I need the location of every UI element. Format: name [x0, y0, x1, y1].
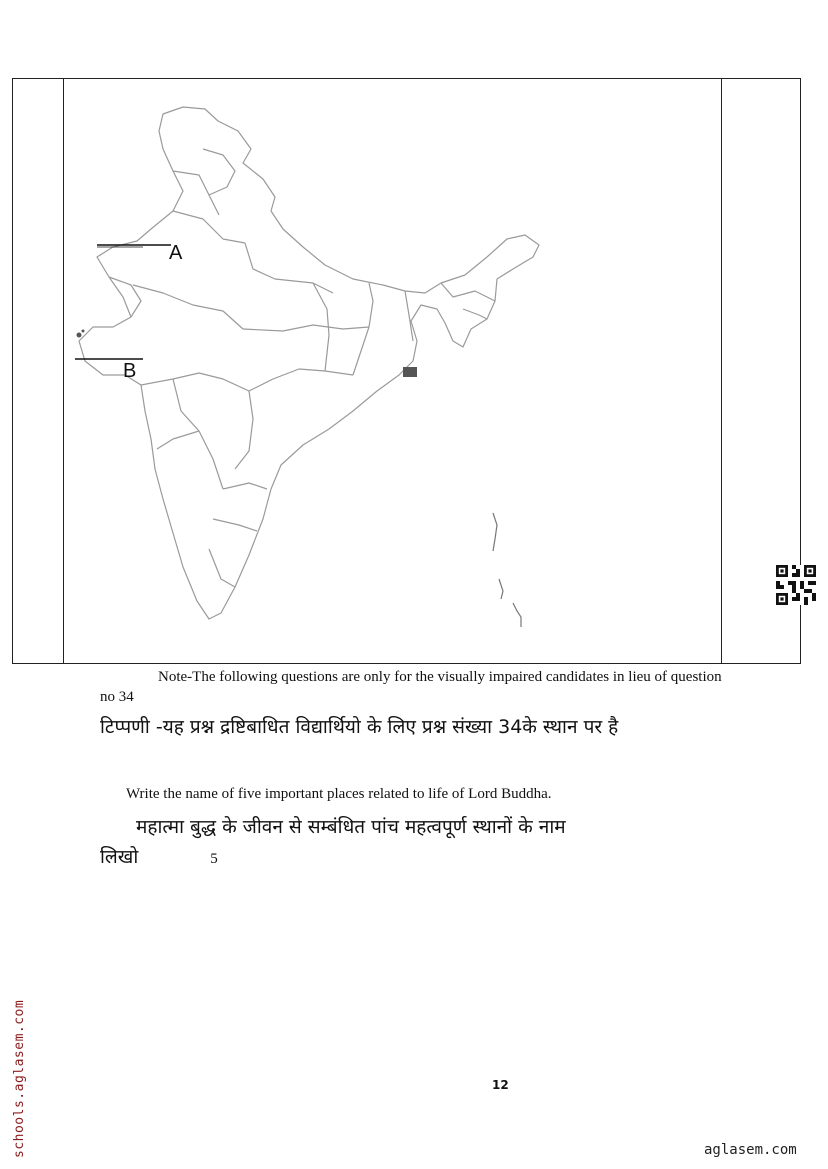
question-english: Write the name of five important places related to life of Lord Buddha. [126, 786, 552, 802]
map-label-a: A [169, 242, 183, 264]
note-english: Note-The following questions are only for the visually impaired candidates in lieu of question no 34 [100, 669, 722, 705]
watermark-aglasem: aglasem.com [704, 1142, 797, 1158]
note-hindi: टिप्पणी -यह प्रश्न द्रष्टिबाधित विद्यार्थियो के लिए प्रश्न संख्या 34के स्थान पर है [100, 716, 619, 738]
question-marks: 5 [210, 851, 218, 867]
question-hindi [100, 812, 740, 874]
map-question-table [12, 78, 801, 664]
india-mainland-outline [79, 107, 539, 619]
qr-code-icon [776, 565, 816, 605]
watermark-schools-aglasem: schools.aglasem.com [12, 999, 27, 1158]
map-label-b: B [123, 360, 137, 382]
india-outline-map [13, 79, 802, 665]
andaman-islands [493, 513, 497, 551]
question-hindi-line2: लिखो [100, 846, 139, 868]
question-hindi-line2-row [100, 842, 740, 874]
page-number: 12 [492, 1078, 509, 1092]
question-hindi-line1: महात्मा बुद्ध के जीवन से सम्बंधित पांच महत्वपूर्ण स्थानों के नाम [136, 816, 566, 838]
